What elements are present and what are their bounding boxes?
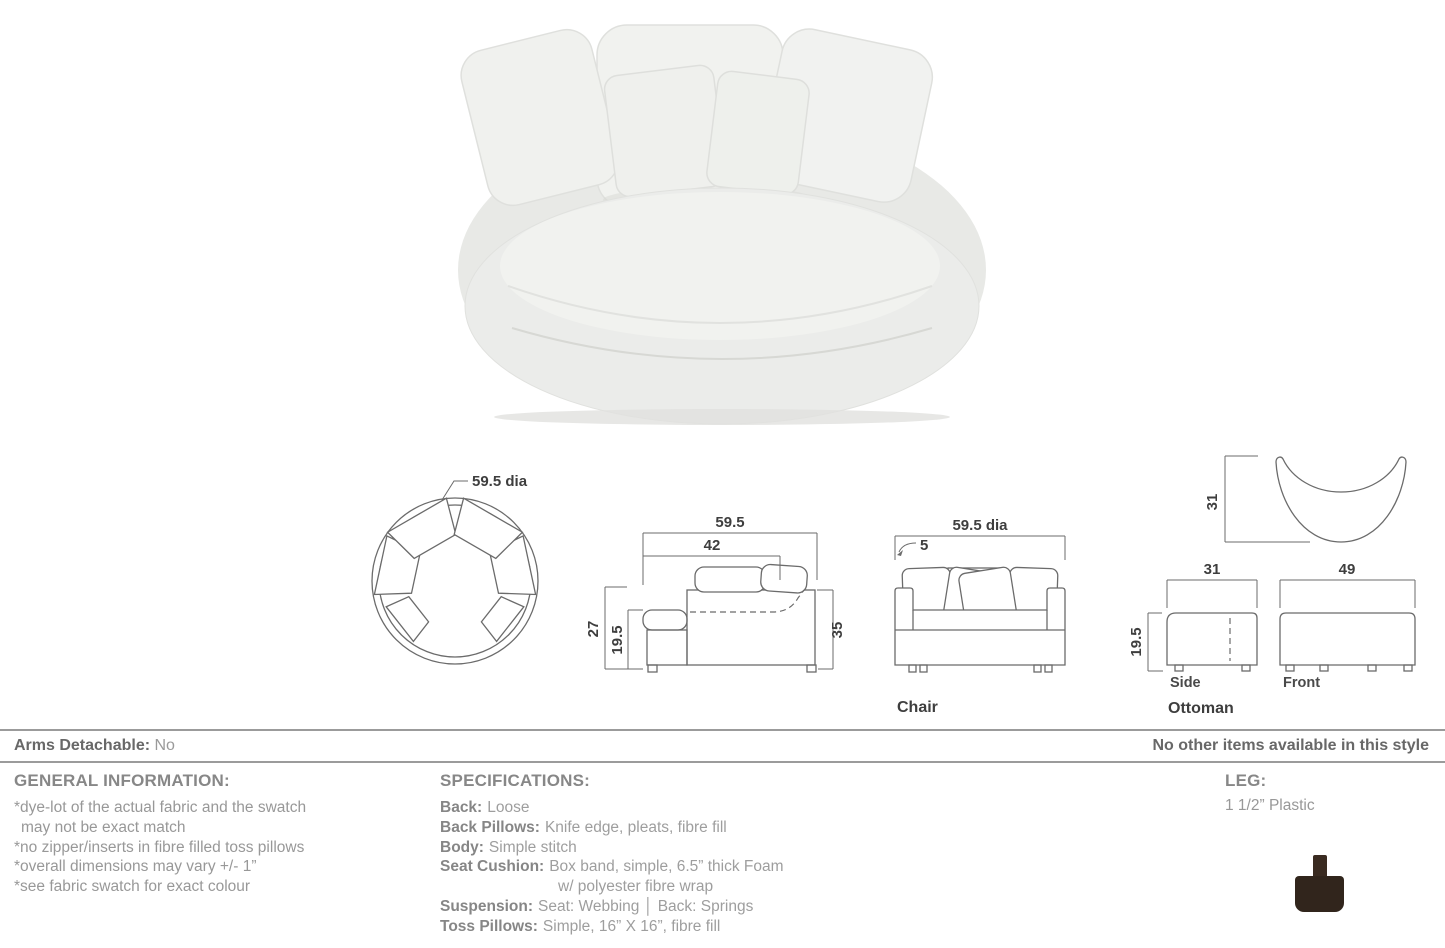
dim-side-seat-width: 42 [703, 537, 721, 554]
divider-top [0, 729, 1445, 731]
spec-row-seat-cushion [440, 857, 880, 877]
arms-detachable-label: Arms Detachable: [14, 737, 151, 754]
dim-top-diameter: 59.5 dia [472, 473, 528, 490]
leg-section [1225, 771, 1425, 815]
general-note: *no zipper/inserts in fibre filled toss pillows [14, 838, 305, 856]
spec-row-body [440, 838, 880, 858]
spec-row-back-pillows [440, 818, 880, 838]
arms-detachable-value: No [154, 737, 175, 754]
dim-side-overall-height: 35 [829, 621, 846, 639]
product-photo [440, 8, 1000, 428]
availability-note: No other items available in this style [1152, 737, 1429, 754]
top-view-drawing [372, 473, 538, 664]
general-information-heading: GENERAL INFORMATION: [14, 771, 230, 790]
front-view-drawing [895, 517, 1065, 716]
divider-bottom [0, 761, 1445, 763]
leg-heading: LEG: [1225, 771, 1267, 790]
dim-ottoman-front-width: 49 [1338, 561, 1356, 578]
dim-front-diameter: 59.5 dia [952, 517, 1008, 534]
spec-row-seat-cushion-cont [440, 877, 880, 897]
spec-label: Back: [440, 799, 483, 816]
spec-value: Simple stitch [488, 838, 577, 856]
specifications-section [440, 771, 880, 937]
general-note: *dye-lot of the actual fabric and the swatch [14, 799, 307, 816]
spec-label: Toss Pillows: [440, 917, 538, 935]
general-information-section [14, 771, 434, 897]
dim-ottoman-depth: 31 [1204, 493, 1221, 511]
ottoman-label: Ottoman [1168, 700, 1234, 717]
spec-label: Back Pillows: [440, 818, 540, 836]
spec-value: Knife edge, pleats, fibre fill [544, 818, 727, 836]
dim-side-back-height: 27 [585, 620, 602, 638]
ottoman-side-label: Side [1170, 675, 1201, 691]
chair-illustration [456, 24, 986, 425]
general-note: may not be exact match [21, 818, 186, 836]
dim-ottoman-side-width: 31 [1203, 561, 1221, 578]
dimension-drawings [360, 440, 1445, 730]
spec-row-back [440, 798, 880, 818]
leg-value: 1 1/2” Plastic [1225, 797, 1315, 814]
ottoman-drawing [1128, 456, 1415, 717]
spec-row-suspension [440, 897, 880, 917]
dim-front-arm: 5 [920, 537, 929, 554]
dim-side-seat-height: 19.5 [609, 625, 626, 655]
summary-bar [0, 735, 1445, 761]
general-note: *see fabric swatch for exact colour [14, 878, 251, 896]
side-view-drawing [585, 514, 846, 672]
leg-photo [1295, 855, 1345, 911]
dim-side-overall-width: 59.5 [715, 514, 745, 531]
specifications-heading: SPECIFICATIONS: [440, 771, 591, 790]
spec-row-toss-pillows [440, 917, 880, 937]
arms-detachable [14, 737, 175, 755]
ottoman-front-label: Front [1283, 675, 1321, 691]
spec-label: Suspension: [440, 897, 534, 915]
spec-label: Seat Cushion: [440, 858, 545, 876]
spec-label: Body: [440, 838, 484, 856]
spec-value: Loose [487, 799, 530, 816]
spec-value: Box band, simple, 6.5” thick Foam [549, 858, 784, 876]
spec-value: Simple, 16” X 16”, fibre fill [542, 917, 721, 935]
leg-body [1295, 876, 1344, 912]
front-view-label: Chair [897, 699, 938, 716]
spec-value: w/ polyester fibre wrap [558, 878, 714, 896]
general-note: *overall dimensions may vary +/- 1” [14, 858, 257, 876]
spec-value: Seat: Webbing │ Back: Springs [538, 897, 754, 915]
dim-ottoman-height: 19.5 [1128, 627, 1145, 657]
